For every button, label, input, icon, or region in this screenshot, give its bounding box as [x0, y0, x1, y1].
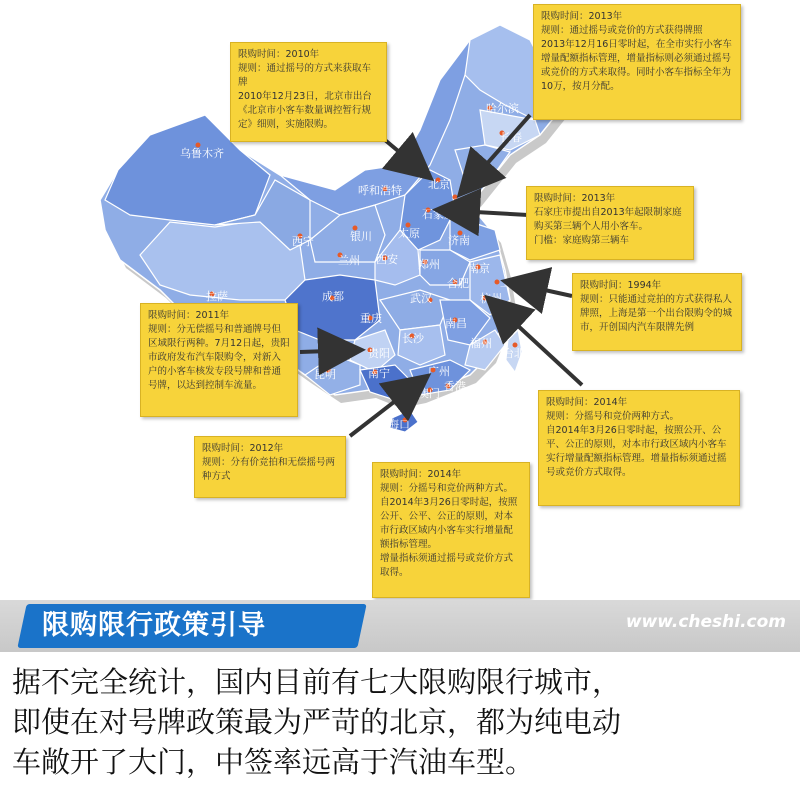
- body-line-3: 车敞开了大门，中签率远高于汽油车型。: [12, 745, 535, 779]
- city-zhengzhou: [418, 257, 440, 271]
- callout-guangzhou-2012: [194, 436, 346, 498]
- svg-text:石家庄: 石家庄: [422, 208, 455, 221]
- callout-tianjin-2013: [533, 4, 741, 120]
- city-lhasa: [206, 289, 228, 303]
- callout-shijiazhuang-2013: [526, 186, 694, 260]
- svg-text:武汉: 武汉: [410, 292, 432, 305]
- svg-text:呼和浩特: 呼和浩特: [358, 184, 402, 197]
- svg-text:杭州: 杭州: [480, 292, 502, 305]
- svg-text:香港: 香港: [444, 380, 466, 393]
- svg-text:哈尔滨: 哈尔滨: [486, 102, 519, 115]
- callout-shijiazhuang-rule: 石家庄市提出自2013年起限制家庭购买第三辆个人用小客车。: [534, 207, 682, 232]
- svg-text:上海: 上海: [500, 276, 522, 289]
- city-lanzhou: [338, 253, 361, 268]
- callout-shanghai-1994: [572, 273, 742, 351]
- svg-text:兰州: 兰州: [338, 254, 360, 267]
- callout-hangzhou-detail: 自2014年3月26日零时起，按照公开、公平、公正的原则，对本市行政区域内小客车实行增量配额指标管理。增量指标须通过摇号或竞价方式取得。: [546, 425, 727, 478]
- callout-shenzhen-rule: 规则：分摇号和竞价两种方式。: [380, 483, 514, 494]
- svg-text:重庆: 重庆: [360, 312, 382, 325]
- callout-hangzhou-time: 限购时间：2014年: [546, 397, 628, 408]
- svg-text:西安: 西安: [376, 253, 398, 266]
- city-nanjing: [468, 261, 490, 275]
- city-chongqing: [360, 311, 382, 325]
- svg-text:郑州: 郑州: [418, 258, 440, 271]
- callout-guiyang-time: 限购时间：2011年: [148, 310, 230, 321]
- city-haikou: [388, 417, 410, 431]
- callout-hangzhou-2014: [538, 390, 740, 506]
- svg-text:西宁: 西宁: [292, 235, 314, 248]
- city-kunming: [314, 368, 336, 382]
- city-harbin: [486, 101, 519, 115]
- callout-tianjin-rule: 规则：通过摇号或竞价的方式获得牌照: [541, 25, 703, 36]
- section-title-banner: [17, 604, 366, 648]
- callout-beijing-rule: 规则：通过摇号的方式来获取车牌: [238, 63, 372, 88]
- city-taibei: [503, 343, 525, 361]
- svg-text:天津: 天津: [453, 197, 475, 210]
- city-chengdu: [322, 289, 344, 303]
- svg-text:福州: 福州: [470, 337, 492, 350]
- svg-text:南昌: 南昌: [445, 317, 467, 330]
- callout-guiyang-rule: 规则：分无偿摇号和普通牌号但区域限行两种。7月12日起，贵阳市政府发布汽车限购令，对新入户的小客车核发专段号牌和普通号牌，以达到控制车流量。: [148, 324, 290, 391]
- city-wuhan: [410, 291, 433, 305]
- callout-tianjin-detail: 2013年12月16日零时起，在全市实行小客车增量配额指标管理，增量指标则必须通过摇号或竞价的方式来取得。同时小客车指标全年为10万，按月分配。: [541, 39, 732, 92]
- city-hohhot: [358, 183, 402, 197]
- svg-text:太原: 太原: [398, 227, 420, 240]
- callout-shanghai-rule: 规则：只能通过竞拍的方式获得私人牌照，上海是第一个出台限购令的城市，开创国内汽车限牌先例: [580, 294, 733, 333]
- svg-text:长沙: 长沙: [402, 332, 424, 345]
- city-nanchang: [445, 317, 467, 330]
- callout-shijiazhuang-time: 限购时间：2013年: [534, 193, 616, 204]
- city-xian: [376, 252, 398, 266]
- callout-shenzhen-2014: [372, 462, 530, 598]
- svg-text:银川: 银川: [350, 230, 372, 243]
- section-title: 限购限行政策引导: [42, 610, 266, 641]
- city-guangzhou: [428, 364, 450, 378]
- city-beijing: [428, 177, 450, 191]
- svg-text:拉萨: 拉萨: [206, 290, 228, 303]
- svg-text:成都: 成都: [322, 290, 344, 303]
- callout-guiyang-2011: [140, 303, 298, 417]
- svg-text:合肥: 合肥: [447, 277, 469, 290]
- city-hefei: [447, 276, 469, 290]
- callout-shenzhen-time: 限购时间：2014年: [380, 469, 462, 480]
- svg-text:海口: 海口: [388, 418, 410, 431]
- svg-text:澳门: 澳门: [418, 387, 440, 400]
- callout-hangzhou-rule: 规则：分摇号和竞价两种方式。: [546, 411, 680, 422]
- svg-text:南宁: 南宁: [368, 367, 390, 380]
- city-fuzhou: [470, 337, 492, 350]
- callout-beijing-time: 限购时间：2010年: [238, 49, 320, 60]
- city-nanning: [368, 367, 390, 380]
- callout-shenzhen-detail: 自2014年3月26日零时起，按照公开、公平、公正的原则，对本市行政区域内小客车实行增量配额指标管理。: [380, 497, 518, 550]
- city-guiyang: [368, 346, 391, 360]
- svg-text:北京: 北京: [428, 178, 450, 191]
- callout-guangzhou-time: 限购时间：2012年: [202, 443, 284, 454]
- city-changsha: [402, 331, 425, 345]
- body-line-1: 据不完全统计，国内目前有七大限购限行城市，: [12, 665, 622, 699]
- body-paragraph: [12, 662, 792, 782]
- svg-text:台北: 台北: [503, 347, 525, 360]
- svg-text:昆明: 昆明: [314, 368, 336, 381]
- svg-text:南京: 南京: [468, 262, 490, 275]
- svg-text:济南: 济南: [448, 234, 470, 247]
- city-hongkong: [444, 379, 466, 393]
- callout-beijing-2010: [230, 42, 387, 142]
- watermark: www.cheshi.com: [625, 612, 786, 632]
- svg-text:乌鲁木齐: 乌鲁木齐: [180, 147, 224, 160]
- arrow-guiyang: [300, 350, 358, 352]
- callout-shanghai-time: 限购时间：1994年: [580, 280, 662, 291]
- callout-shenzhen-note: 增量指标须通过摇号或竞价方式取得。: [380, 553, 514, 578]
- arrow-shanghai: [508, 282, 572, 296]
- callout-guangzhou-rule: 规则：分有价竞拍和无偿摇号两种方式: [202, 457, 336, 482]
- svg-text:贵阳: 贵阳: [368, 347, 390, 360]
- callout-shijiazhuang-threshold: 门槛：家庭购第三辆车: [534, 235, 630, 246]
- city-macau: [418, 386, 440, 400]
- body-line-2: 即使在对号牌政策最为严苛的北京，都为纯电动: [12, 705, 622, 739]
- callout-tianjin-time: 限购时间：2013年: [541, 11, 623, 22]
- svg-text:广州: 广州: [428, 365, 450, 378]
- callout-beijing-detail: 2010年12月23日，北京市出台《北京市小客车数量调控暂行规定》细则，实施限购。: [238, 91, 372, 130]
- city-tianjin: [453, 195, 476, 211]
- city-xining: [292, 234, 314, 249]
- svg-text:长春: 长春: [500, 131, 522, 144]
